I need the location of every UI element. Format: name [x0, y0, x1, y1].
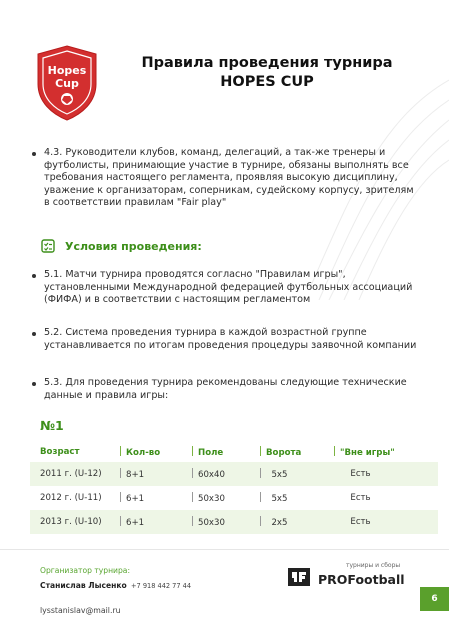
section-title: Условия проведения:: [65, 239, 202, 253]
cell-goal: 2x5: [254, 516, 328, 528]
logo-text-cup: Cup: [55, 77, 79, 90]
logo-text-hopes: Hopes: [47, 64, 87, 77]
table-label: №1: [40, 418, 64, 433]
page-number-badge: 6: [420, 587, 449, 611]
header-age: [30, 447, 114, 457]
organizer-caption: Организатор турнира:: [40, 566, 131, 575]
header-goal: [254, 446, 328, 458]
table-row: [30, 510, 438, 534]
section-bullet-list-3: [30, 377, 420, 402]
header-offside: [328, 446, 428, 458]
header-field: [186, 446, 254, 458]
cell-count: 6+1: [114, 492, 186, 504]
cell-offside: Есть: [350, 493, 371, 503]
title-line-2: HOPES CUP: [220, 74, 314, 90]
header-offside-label: "Вне игры": [340, 448, 395, 458]
brand-name: PROFootball: [318, 572, 405, 587]
page-title: [112, 54, 422, 92]
bullet-5-1: 5.1. Матчи турнира проводятся согласно "Правилам игры", установленными Международной федерацией футбольных ассоциаций (ФИФА) и в соответствии с настоящим регламентом: [30, 269, 420, 307]
bullet-4-3: 4.3. Руководители клубов, команд, делегаций, а так-же тренеры и футболисты, принимающие участие в турнире, обязаны выполнять все требования настоящего регламента, проявляя высокую дисциплину, уважение к организаторам, соперникам, судейскому корпусу, зрителям в соответствии правилам "Fair play": [30, 147, 420, 210]
header-age-label: Возраст: [40, 447, 80, 457]
brand-tagline: турниры и сборы: [346, 562, 401, 569]
page-header: [34, 44, 434, 124]
cell-age: 2013 г. (U-10): [40, 517, 102, 527]
header-count: [114, 446, 186, 458]
header-goal-label: Ворота: [266, 448, 302, 458]
cell-field: 50x30: [186, 516, 254, 528]
cell-offside: Есть: [350, 517, 371, 527]
cell-offside: Есть: [350, 469, 371, 479]
tech-data-table: [30, 442, 438, 534]
intro-bullet-list: [30, 147, 420, 210]
organizer-email[interactable]: lysstanislav@mail.ru: [40, 606, 121, 615]
header-count-label: Кол-во: [126, 448, 161, 458]
profootball-brand: [286, 560, 416, 590]
cell-count: 6+1: [114, 516, 186, 528]
cell-field: 60x40: [186, 468, 254, 480]
section-bullet-list-2: [30, 327, 420, 352]
section-bullet-list: [30, 269, 420, 307]
bullet-5-2: 5.2. Система проведения турнира в каждой возрастной группе устанавливается по итогам проведения процедуры заявочной компании: [30, 327, 420, 352]
footer-divider: [0, 549, 449, 550]
hopes-cup-logo: [34, 44, 100, 122]
cell-field: 50x30: [186, 492, 254, 504]
profootball-logo-icon: [286, 566, 312, 588]
organizer-name: Станислав Лысенко: [40, 581, 127, 590]
cell-count: 8+1: [114, 468, 186, 480]
table-row: [30, 486, 438, 510]
organizer-phone[interactable]: +7 918 442 77 44: [131, 582, 192, 590]
checklist-icon: [40, 238, 56, 254]
title-line-1: Правила проведения турнира: [141, 55, 393, 71]
bullet-5-3: 5.3. Для проведения турнира рекомендованы следующие технические данные и правила игры:: [30, 377, 420, 402]
section-heading: [40, 237, 202, 255]
header-field-label: Поле: [198, 448, 224, 458]
cell-goal: 5x5: [254, 492, 328, 504]
cell-age: 2011 г. (U-12): [40, 469, 102, 479]
table-header-row: [30, 442, 438, 462]
cell-age: 2012 г. (U-11): [40, 493, 102, 503]
cell-goal: 5x5: [254, 468, 328, 480]
table-row: [30, 462, 438, 486]
